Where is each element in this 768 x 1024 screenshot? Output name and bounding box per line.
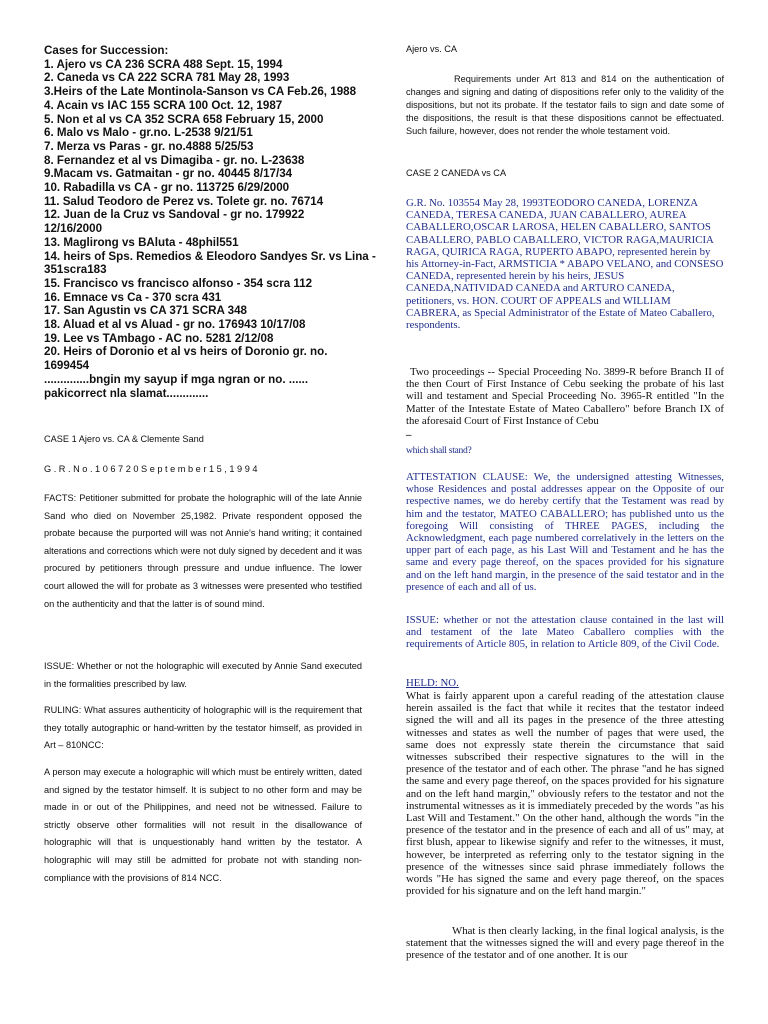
case1-heading: CASE 1 Ajero vs. CA & Clemente Sand: [44, 434, 204, 444]
case1-ruling-text: A person may execute a holographic will which must be entirely written, dated and signed by the testator himself. It is subject to no other form and may be made in or out of the Philippines, and need not be witnessed. Failure to strictly observe other formalities will not result in the disallowance of holographic will that is unquestionably hand written by the testator. A holographic will may still be admitted for probate not with standing non-compliance with the provisions of 814 NCC.: [44, 767, 362, 883]
case1-issue: ISSUE: Whether or not the holographic will executed by Annie Sand executed in the formalities prescribed by law.: [44, 661, 362, 689]
case-list-item: 18. Aluad et al vs Aluad - gr no. 176943 10/17/08: [44, 318, 306, 332]
cases-list: [44, 44, 376, 400]
case-list-item: 9.Macam vs. Gatmaitan - gr no. 40445 8/17/34: [44, 167, 293, 181]
case-list-item: pakicorrect nla slamat.............: [44, 386, 209, 400]
attestation-clause: ATTESTATION CLAUSE: We, the undersigned attesting Witnesses, whose Residences and postal addresses appear on the Opposite of our respective names, we do hereby certify that the Testament was read by him and the testator, MATEO CABALLERO; has published unto us the foregoing Will consisting of THREE PAGES, including the Acknowledgment, each page numbered correlatively in the letters on the upper part of each page, as his Last Will and Testament and he has the same and every page thereof, on the spaces provided for his signature and on the left hand margin, in the presence of the said testator and in the presence of each and all of us.: [406, 471, 724, 593]
case2-issue: ISSUE: whether or not the attestation clause contained in the last will and testament of the late Mateo Caballero complies with the requirements of Article 805, in relation to Article 809, of the Civil Code.: [406, 614, 724, 651]
case-list-item: 3.Heirs of the Late Montinola-Sanson vs CA Feb.26, 1988: [44, 85, 357, 99]
case-list-item: 351scra183: [44, 263, 107, 277]
case-list-item: ..............bngin my sayup if mga ngran or no. ......: [44, 372, 309, 386]
case-list-item: 1. Ajero vs CA 236 SCRA 488 Sept. 15, 1994: [44, 57, 283, 71]
requirements-paragraph: Requirements under Art 813 and 814 on the authentication of changes and signing and dating of dispositions refer only to the validity of the dispositions, but not its probate. If the testator fails to sign and date some of the dispositions, the result is that these dispositions cannot be effectuated. Such failure, however, does not render the whole testament void.: [406, 74, 724, 136]
case-list-item: 13. Maglirong vs BAluta - 48phil551: [44, 235, 239, 249]
case2-heading: CASE 2 CANEDA vs CA: [406, 168, 507, 178]
case-list-item: 5. Non et al vs CA 352 SCRA 658 February 15, 2000: [44, 112, 324, 126]
case-list-item: 11. Salud Teodoro de Perez vs. Tolete gr. no. 76714: [44, 194, 324, 208]
two-proceedings: Two proceedings -- Special Proceeding No. 3899-R before Branch II of the then Court of First Instance of Cebu seeking the probate of his last will and testament and Special Proceeding No. 3965-R entitled "In the Matter of the Intestate Estate of Mateo Caballero" before Branch IX of the aforesaid Court of First Instance of Cebu: [406, 366, 724, 427]
case-list-item: 7. Merza vs Paras - gr. no.4888 5/25/53: [44, 139, 254, 153]
ajero-title: Ajero vs. CA: [406, 44, 458, 54]
case-list-item: 4. Acain vs IAC 155 SCRA 100 Oct. 12, 1987: [44, 98, 283, 112]
case1-gr-number: G . R . N o . 1 0 6 7 2 0 S e p t e m b e r 1 5 , 1 9 9 4: [44, 464, 258, 474]
case-list-item: 16. Emnace vs Ca - 370 scra 431: [44, 290, 222, 304]
case1-facts: FACTS: Petitioner submitted for probate the holographic will of the late Annie Sand who died on November 25,1982. Private respondent opposed the probate because the purported will was not Annie’s hand writing; it contained alterations and corrections which were not duly signed by decedent and it was procured by petitioners through pressure and undue influence. The lower court allowed the will for probate as 3 witnesses were presented who testified on the authenticity and that the latter is of sound mind.: [44, 493, 362, 609]
cases-title: Cases for Succession:: [44, 44, 169, 57]
case-list-item: 20. Heirs of Doronio et al vs heirs of Doronio gr. no.: [44, 345, 328, 359]
dash-mark: –: [406, 429, 412, 441]
case-list-item: 19. Lee vs TAmbago - AC no. 5281 2/12/08: [44, 331, 274, 345]
which-shall-stand: which shall stand?: [406, 445, 472, 456]
case-list-item: 15. Francisco vs francisco alfonso - 354 scra 112: [44, 276, 313, 290]
case-list-item: 12. Juan de la Cruz vs Sandoval - gr no. 179922: [44, 208, 305, 222]
held-text: What is fairly apparent upon a careful reading of the attestation clause herein assailed is the fact that while it recites that the testator indeed signed the will and all its pages in the presence of the three attesting witnesses and states as well the number of pages that were used, the same does not expressly state therein the circumstance that said witnesses subscribed their respective signatures to the will in the presence of the testator and of each other. The phrase "and he has signed the same and every page thereof, on the spaces provided for his signature and on the left hand margin," obviously refers to the testator and not the instrumental witnesses as it is immediately preceded by the words "as his Last Will and Testament." On the other hand, although the words "in the presence of the testator and in the presence of each and all of us" may, at first blush, appear to likewise signify and refer to the witnesses, it must, however, be interpreted as referring only to the testator signing in the presence of the witnesses since said phrase immediately follows the words "He has signed the same and every page thereof, on the spaces provided for his signature and on the left hand margin.": [406, 690, 724, 898]
case-list-item: 1699454: [44, 359, 90, 373]
case-list-item: 2. Caneda vs CA 222 SCRA 781 May 28, 1993: [44, 71, 290, 85]
case-list-item: 6. Malo vs Malo - gr.no. L-2538 9/21/51: [44, 126, 253, 140]
case-list-item: 12/16/2000: [44, 222, 103, 236]
case-list-item: 17. San Agustin vs CA 371 SCRA 348: [44, 304, 247, 318]
case-list-item: 14. heirs of Sps. Remedios & Eleodoro Sandyes Sr. vs Lina -: [44, 249, 376, 263]
held-label: HELD: NO.: [406, 677, 459, 689]
case-list-item: 10. Rabadilla vs CA - gr no. 113725 6/29/2000: [44, 181, 290, 195]
clearly-lacking: What is then clearly lacking, in the final logical analysis, is the statement that the witnesses signed the will and every page thereof in the presence of the testator and of one another. It is our: [406, 925, 724, 962]
case-list-item: 8. Fernandez et al vs Dimagiba - gr. no. L-23638: [44, 153, 305, 167]
case1-ruling: RULING: What assures authenticity of holographic will is the requirement that they totally autographic or hand-written by the testator himself, as provided in Art – 810NCC:: [44, 705, 362, 751]
case2-gr-parties: G.R. No. 103554 May 28, 1993TEODORO CANEDA, LORENZA CANEDA, TERESA CANEDA, JUAN CABALLERO, AUREA CABALLERO,OSCAR LAROSA, HELEN CABALLERO, SANTOS CABALLERO, PABLO CABALLERO, VICTOR RAGA,MAURICIA RAGA, QUIRICA RAGA, RUPERTO ABAPO, represented herein by his Attorney-in-Fact, ARMSTICIA * ABAPO VELANO, and CONSESO CANEDA, represented herein by his heirs, JESUS CANEDA,NATIVIDAD CANEDA and ARTURO CANEDA, petitioners, vs. HON. COURT OF APPEALS and WILLIAM CABRERA, as Special Administrator of the Estate of Mateo Caballero, respondents.: [406, 197, 724, 332]
